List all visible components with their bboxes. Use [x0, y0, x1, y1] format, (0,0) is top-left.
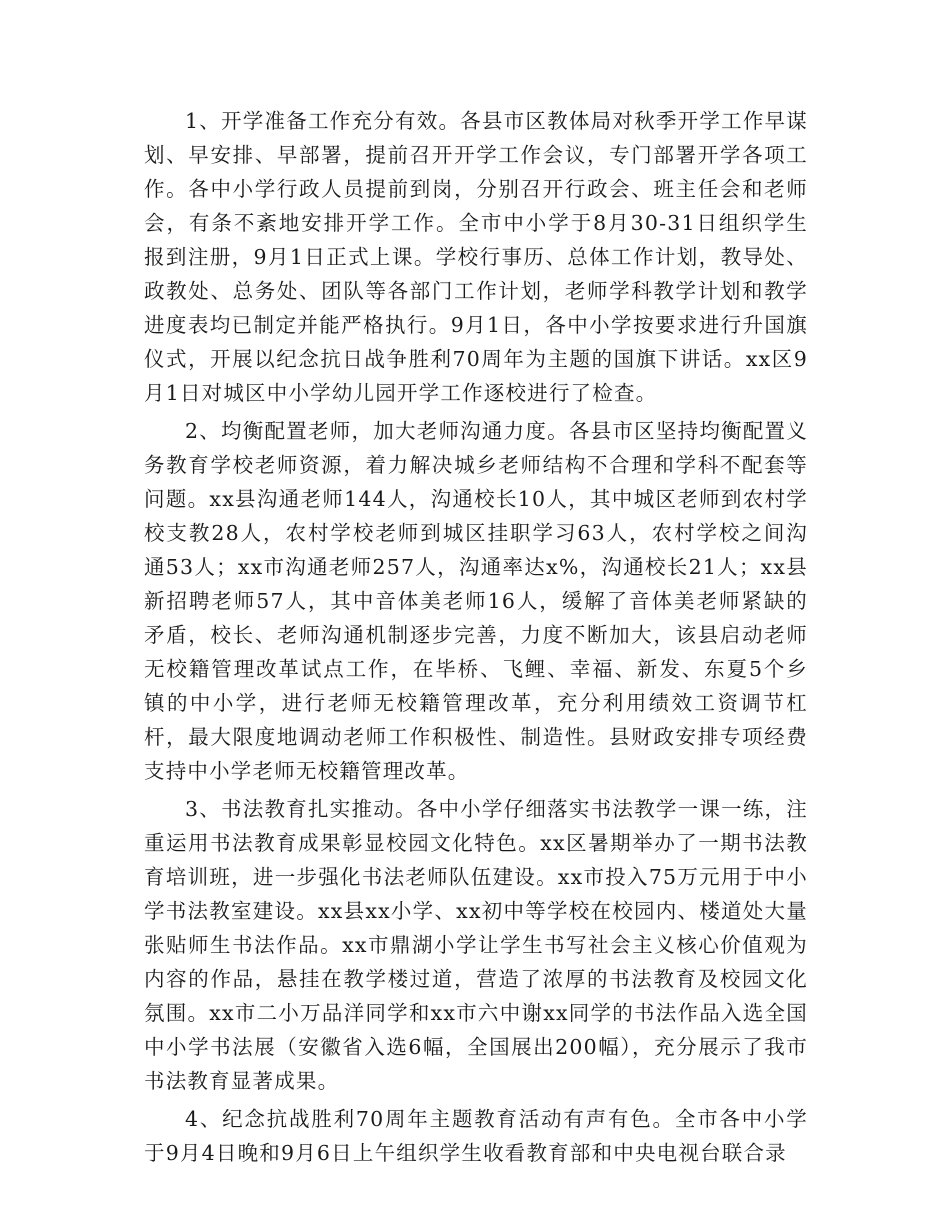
paragraph-calligraphy-education: 3、书法教育扎实推动。各中小学仔细落实书法教学一课一练，注重运用书法教育成果彰显校园文化特色。xx区暑期举办了一期书法教育培训班，进一步强化书法老师队伍建设。xx市投入75万元用于中小学书法教室建设。xx县xx小学、xx初中等学校在校园内、楼道处大量张贴师生书法作品。xx市鼎湖小学让学生书写社会主义核心价值观为内容的作品，悬挂在教学楼过道，营造了浓厚的书法教育及校园文化氛围。xx市二小万品洋同学和xx市六中谢xx同学的书法作品入选全国中小学书法展（安徽省入选6幅，全国展出200幅），充分展示了我市书法教育显著成果。 [144, 797, 808, 1093]
paragraph-anniversary-activities: 4、纪念抗战胜利70周年主题教育活动有声有色。全市各中小学于9月4日晚和9月6日上午组织学生收看教育部和中央电视台联合录 [144, 1107, 808, 1165]
paragraph-teacher-allocation: 2、均衡配置老师，加大老师沟通力度。各县市区坚持均衡配置义务教育学校老师资源，着力解决城乡老师结构不合理和学科不配套等问题。xx县沟通老师144人，沟通校长10人，其中城区老师到农村学校支教28人，农村学校老师到城区挂职学习63人，农村学校之间沟通53人；xx市沟通老师257人，沟通率达x%，沟通校长21人；xx县新招聘老师57人，其中音体美老师16人，缓解了音体美老师紧缺的矛盾，校长、老师沟通机制逐步完善，力度不断加大，该县启动老师无校籍管理改革试点工作，在毕桥、飞鲤、幸福、新发、东夏5个乡镇的中小学，进行老师无校籍管理改革，充分利用绩效工资调节杠杆，最大限度地调动老师工作积极性、制造性。县财政安排专项经费支持中小学老师无校籍管理改革。 [144, 419, 808, 783]
document-body [144, 104, 808, 1170]
paragraph-start-of-term-preparation: 1、开学准备工作充分有效。各县市区教体局对秋季开学工作早谋划、早安排、早部署，提前召开开学工作会议，专门部署开学各项工作。各中小学行政人员提前到岗，分别召开行政会、班主任会和老师会，有条不紊地安排开学工作。全市中小学于8月30-31日组织学生报到注册，9月1日正式上课。学校行事历、总体工作计划，教导处、政教处、总务处、团队等各部门工作计划，老师学科教学计划和教学进度表均已制定并能严格执行。9月1日，各中小学按要求进行升国旗仪式，开展以纪念抗日战争胜利70周年为主题的国旗下讲话。xx区9月1日对城区中小学幼儿园开学工作逐校进行了检查。 [144, 109, 808, 405]
